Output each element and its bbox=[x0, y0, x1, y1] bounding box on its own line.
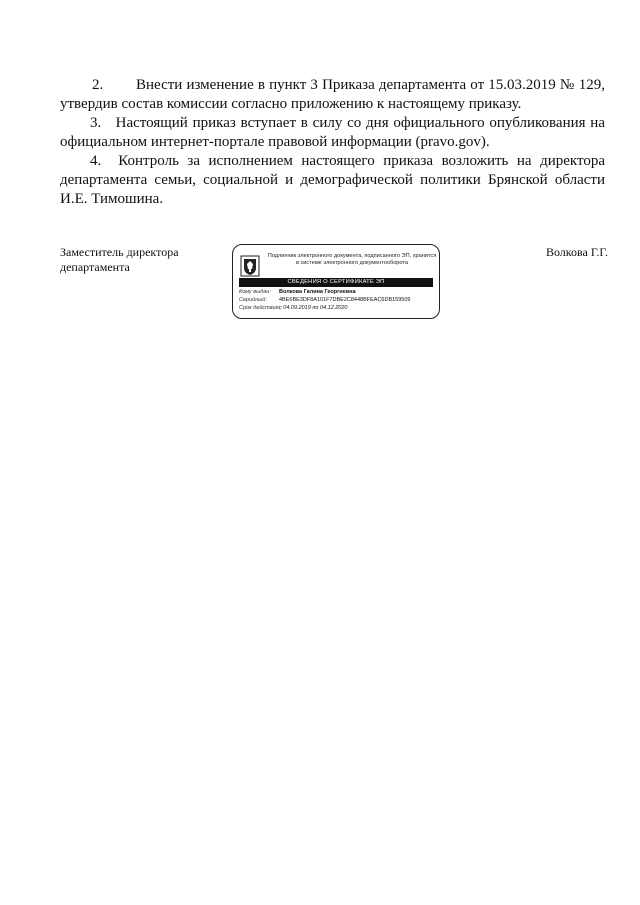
signatory-name: Волкова Г.Г. bbox=[545, 245, 608, 259]
stamp-issued-to bbox=[239, 288, 356, 296]
signatory-position bbox=[60, 245, 179, 275]
serial-label: Серийный: bbox=[239, 297, 267, 303]
electronic-signature-stamp bbox=[232, 244, 440, 319]
item-number: 2. bbox=[92, 77, 104, 93]
item-text: Настоящий приказ вступает в силу со дня официального опубликования на официальном интернет-портале правовой информации (pravo.gov). bbox=[60, 115, 605, 150]
issued-to-label: Кому выдан: bbox=[239, 289, 271, 295]
stamp-title: СВЕДЕНИЯ О СЕРТИФИКАТЕ ЭП bbox=[239, 278, 433, 287]
validity-value: с 04.09.2019 по 04.12.2020 bbox=[279, 305, 348, 311]
item-text: Внести изменение в пункт 3 Приказа департамента от 15.03.2019 № 129, утвердив состав комиссии согласно приложению к настоящему приказу. bbox=[60, 77, 605, 112]
issued-to-value: Волкова Галина Георгиевна bbox=[279, 289, 356, 295]
item-number: 3. bbox=[90, 115, 102, 131]
validity-label: Срок действия: bbox=[239, 305, 281, 311]
coat-of-arms-icon bbox=[240, 255, 260, 277]
paragraph-item-4 bbox=[60, 152, 605, 209]
stamp-serial bbox=[239, 296, 410, 304]
position-line-2: департамента bbox=[60, 260, 130, 274]
stamp-header: Подлинник электронного документа, подписанного ЭП, хранится в системе электронного документооборота bbox=[267, 253, 437, 266]
item-text: Контроль за исполнением настоящего приказа возложить на директора департамента семьи, социальной и демографической политики Брянской области И.Е. Тимошина. bbox=[60, 153, 605, 207]
item-number: 4. bbox=[90, 153, 102, 169]
position-line-1: Заместитель директора bbox=[60, 245, 179, 259]
paragraph-item-2 bbox=[60, 76, 605, 114]
paragraph-item-3 bbox=[60, 114, 605, 152]
serial-value: 4BE6BE3DF8A101F7DBE2C8448BFEAC6DB159509 bbox=[279, 297, 411, 303]
stamp-validity bbox=[239, 304, 347, 312]
